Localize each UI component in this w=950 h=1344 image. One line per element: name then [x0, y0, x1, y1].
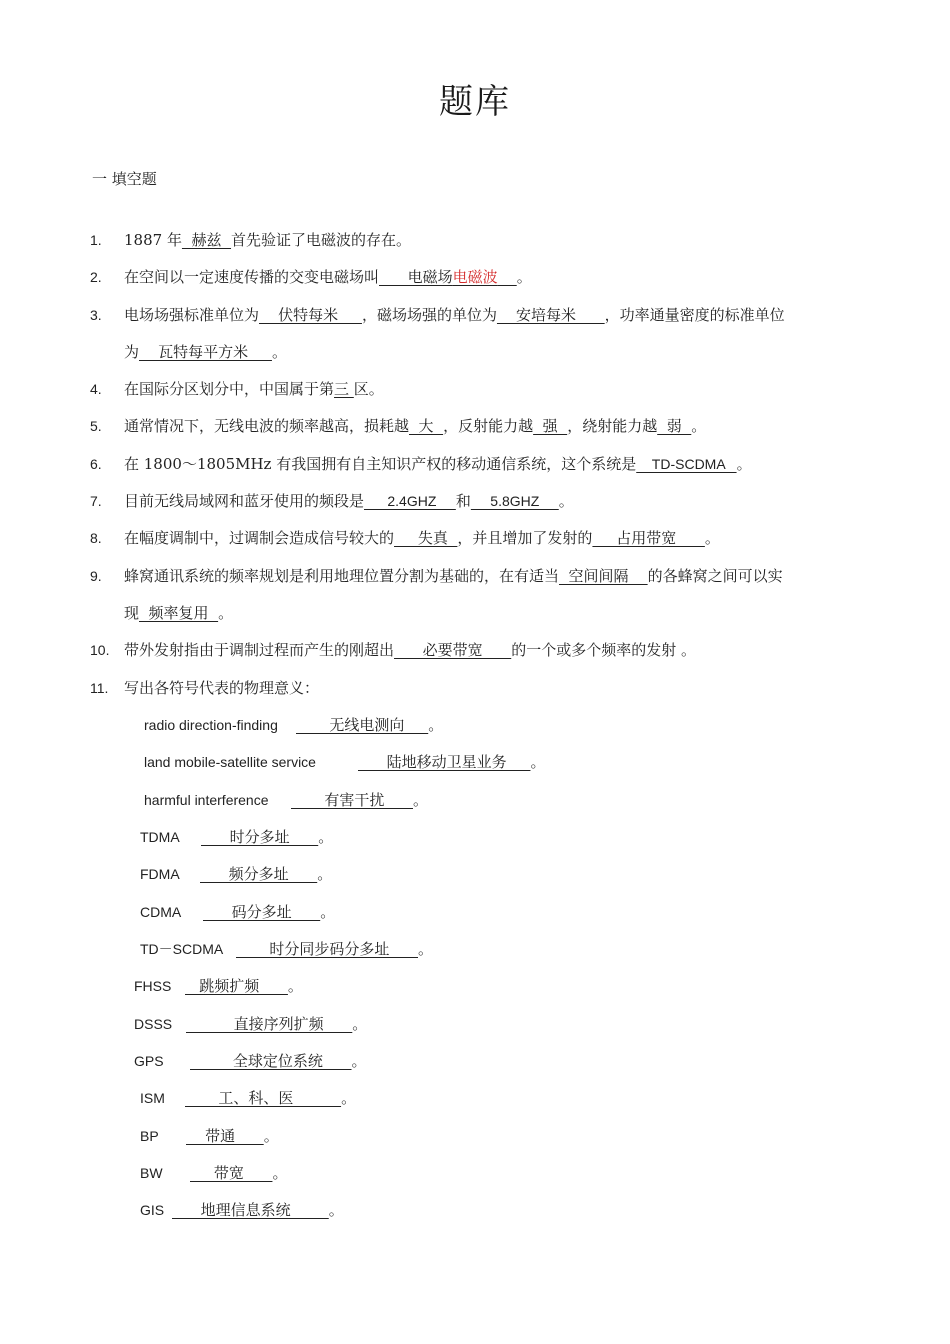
answer-blank: 全球定位系统 — [190, 1052, 352, 1070]
question-text: 。 — [736, 455, 752, 473]
answer-blank: 地理信息系统 — [172, 1201, 329, 1219]
answer-blank: 码分多址 — [203, 903, 321, 921]
answer-blank: 弱 — [657, 417, 692, 435]
question-number: 11. — [90, 680, 109, 696]
answer-blank: 必要带宽 — [394, 641, 512, 659]
question-number: 2. — [90, 269, 102, 285]
term-end: 。 — [428, 716, 444, 734]
term-end: 。 — [352, 1015, 368, 1033]
question-text: 。 — [691, 417, 707, 435]
section-heading: 一 填空题 — [92, 170, 157, 188]
answer-blank: 安培每米 — [496, 306, 605, 324]
answer-blank: 频率复用 — [139, 604, 219, 622]
question-number: 6. — [90, 456, 102, 472]
answer-padding — [498, 268, 517, 286]
answer-blank: 跳频扩频 — [185, 977, 288, 995]
answer-blank: 空间间隔 — [559, 567, 648, 585]
answer-blank: 5.8GHZ — [470, 493, 559, 509]
question-text: 在 1800～1805MHz 有我国拥有自主知识产权的移动通信系统，这个系统是 — [124, 455, 637, 473]
answer-blank: 伏特每米 — [259, 306, 362, 324]
question-number: 7. — [90, 493, 102, 509]
term-end: 。 — [341, 1089, 357, 1107]
question-text: 的各蜂窝之间可以实 — [647, 567, 783, 585]
question-text: 区。 — [353, 380, 384, 398]
question-text: ，功率通量密度的标准单位 — [604, 306, 785, 324]
question-text: 首先验证了电磁波的存在。 — [231, 231, 412, 249]
term-end: 。 — [418, 940, 434, 958]
question-text: 。 — [271, 343, 287, 361]
question-text: 。 — [218, 604, 234, 622]
term-symbol: radio direction-finding — [144, 717, 278, 733]
answer-blank: TD-SCDMA — [636, 456, 737, 472]
question-number: 4. — [90, 381, 102, 397]
term-symbol: ISM — [140, 1090, 165, 1106]
question-text: 。 — [704, 529, 720, 547]
question-text: 电场场强标准单位为 — [124, 306, 260, 324]
answer-blank: 强 — [533, 417, 568, 435]
answer-correction: 电磁波 — [452, 268, 498, 286]
answer-blank: 瓦特每平方米 — [139, 343, 272, 361]
question-number: 9. — [90, 568, 102, 584]
term-end: 。 — [317, 865, 333, 883]
question-number: 3. — [90, 307, 102, 323]
term-end: 。 — [320, 903, 336, 921]
term-end: 。 — [318, 828, 334, 846]
answer-blank: 带宽 — [190, 1164, 273, 1182]
term-end: 。 — [287, 977, 303, 995]
answer-blank: 工、科、医 — [185, 1089, 342, 1107]
question-text: 1887 年 — [124, 231, 182, 249]
term-symbol: harmful interference — [144, 792, 269, 808]
answer-blank: 陆地移动卫星业务 — [358, 753, 531, 771]
answer-blank: 无线电测向 — [296, 716, 429, 734]
question-text: 目前无线局域网和蓝牙使用的频段是 — [124, 492, 365, 510]
answer-blank: 有害干扰 — [291, 791, 413, 809]
term-symbol: FDMA — [140, 866, 180, 882]
question-text: 在空间以一定速度传播的交变电磁场叫 — [124, 268, 380, 286]
term-end: 。 — [530, 753, 546, 771]
term-symbol: BW — [140, 1165, 163, 1181]
term-symbol: GPS — [134, 1053, 164, 1069]
question-text: ，绕射能力越 — [567, 417, 658, 435]
question-text: 的一个或多个频率的发射 。 — [511, 641, 697, 659]
question-text: ，并且增加了发射的 — [457, 529, 593, 547]
question-text: 现 — [124, 604, 140, 622]
answer-blank: 时分多址 — [201, 828, 319, 846]
term-end: 。 — [328, 1201, 344, 1219]
question-text: 和 — [455, 492, 471, 510]
answer-blank: 赫兹 — [181, 231, 232, 249]
answer-blank: 2.4GHZ — [364, 493, 456, 509]
answer-blank: 直接序列扩频 — [186, 1015, 353, 1033]
term-symbol: BP — [140, 1128, 159, 1144]
term-end: 。 — [351, 1052, 367, 1070]
term-end: 。 — [263, 1127, 279, 1145]
answer-blank: 失真 — [394, 529, 458, 547]
term-symbol: land mobile-satellite service — [144, 754, 316, 770]
term-end: 。 — [413, 791, 429, 809]
question-number: 10. — [90, 642, 110, 658]
question-text: ，反射能力越 — [443, 417, 534, 435]
answer-blank: 大 — [409, 417, 444, 435]
question-text: 蜂窝通讯系统的频率规划是利用地理位置分割为基础的，在有适当 — [124, 567, 560, 585]
question-text: 带外发射指由于调制过程而产生的刚超出 — [124, 641, 395, 659]
term-symbol: TD－SCDMA — [140, 941, 224, 957]
answer-blank: 频分多址 — [200, 865, 318, 883]
answer-blank — [379, 268, 517, 286]
question-text: ，磁场场强的单位为 — [361, 306, 497, 324]
question-text: 。 — [558, 492, 574, 510]
term-end: 。 — [272, 1164, 288, 1182]
question-text: 为 — [124, 343, 140, 361]
question-number: 1. — [90, 232, 102, 248]
term-symbol: CDMA — [140, 904, 182, 920]
page-title: 题库 — [439, 82, 511, 122]
term-symbol: GIS — [140, 1202, 165, 1218]
answer-blank: 带通 — [186, 1127, 264, 1145]
question-text: 写出各符号代表的物理意义： — [124, 679, 320, 697]
answer-blank: 三 — [334, 380, 354, 398]
term-symbol: DSSS — [134, 1016, 173, 1032]
question-text: 在幅度调制中，过调制会造成信号较大的 — [124, 529, 395, 547]
term-symbol: FHSS — [134, 978, 172, 994]
question-text: 在国际分区划分中，中国属于第 — [124, 380, 335, 398]
answer-text: 电磁场 — [379, 268, 453, 286]
question-number: 5. — [90, 418, 102, 434]
question-text: 。 — [516, 268, 532, 286]
answer-blank: 占用带宽 — [592, 529, 705, 547]
term-symbol: TDMA — [140, 829, 180, 845]
question-text: 通常情况下，无线电波的频率越高，损耗越 — [124, 417, 410, 435]
answer-blank: 时分同步码分多址 — [236, 940, 418, 958]
question-number: 8. — [90, 530, 102, 546]
